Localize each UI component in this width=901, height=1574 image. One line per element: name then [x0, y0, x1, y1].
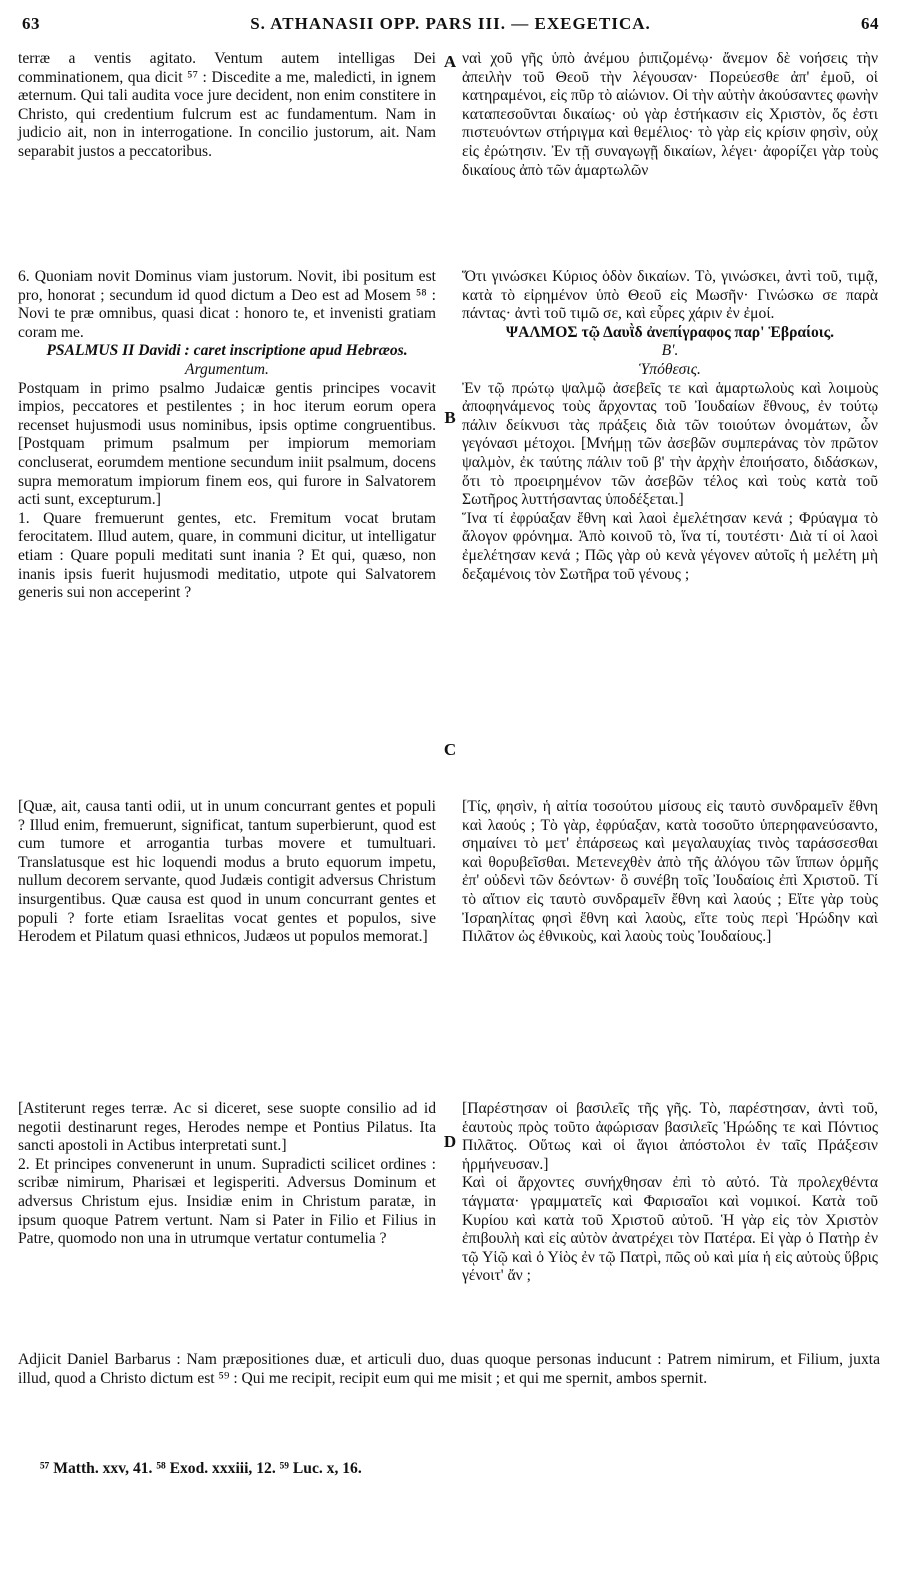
latin-paragraph-6: [Astiterunt reges terræ. Ac si diceret, sese suopte consilio ad id negotii destinarunt reges, Herodes nempe et Pontius Pilatus. Ita sancti apostoli in Actibus interpretati sunt.]: [18, 1100, 436, 1155]
greek-psalm-number: Β'.: [661, 342, 679, 360]
latin-paragraph-2: 6. Quoniam novit Dominus viam justorum. Novit, ibi positum est pro, honorat ; secundum id quod dictum a Deo est ad Mosem ⁵⁸ : Novi te præ omnibus, quasi dicat : honoro te, et invenisti gratiam coram me.: [18, 268, 436, 341]
greek-argument-heading: Ὑπόθεσις.: [639, 360, 701, 378]
greek-verse-6: [462, 268, 878, 584]
greek-column: [462, 50, 878, 180]
latin-column: [18, 50, 436, 162]
margin-marker-d: D: [443, 1132, 457, 1151]
greek-paragraph-5: [Τίς, φησὶν, ἡ αἰτία τοσούτου μίσους εἰς ταυτὸ συνδραμεῖν ἔθνη καὶ λαούς ; Τὸ γὰρ, ἐφρύαξαν, κατὰ τοσοῦτο ὑπερηφανεύσαντο, σημαίνει τὸ μετ' ἐπάρσεως καὶ μεγαλαυχίας τινὸς ταράσσεσθαι καὶ θορυβεῖσθαι. Μετενεχθὲν ἀπὸ τῆς ἀλόγου τῶν ἵππων ὁρμῆς ἐπ' οὐδενὶ τῶν δεόντων· ὃ συνέβη τοῖς Ἰουδαίοις ἐπὶ Χριστοῦ. Τί τὸ αἴτιον εἰς ταυτὸ συνδραμεῖν ἔθνη καὶ λαούς ; Εἴτε γὰρ τοὺς Ἰσραηλίτας φησὶ ἔθνη καὶ λαοὺς, εἴτε τοὺς περὶ Ἡρώδην καὶ Πιλᾶτον ὡς ἐθνικοὺς, καὶ λαοὺς τοὺς Ἰουδαίους.]: [462, 798, 878, 946]
greek-bracket-block: [462, 798, 878, 947]
running-title: S. ATHANASII OPP. PARS III. — EXEGETICA.: [250, 14, 651, 33]
greek-paragraph-1: ναὶ χοῦ γῆς ὑπὸ ἀνέμου ῥιπιζομένῳ· ἄνεμον δὲ νοήσεις τὴν ἀπειλὴν τοῦ Θεοῦ τὴν λέγουσαν· Πορεύεσθε ἀπ' ἐμοῦ, οἱ κατηραμένοι, εἰς πῦρ τὸ αἰώνιον. Οἱ τὴν αὐτὴν ἀκούσαντες φωνὴν καταπεσοῦνται δικαίως· οὐ γὰρ ἑστήκασιν εἰς Χριστὸν, ὅς ἐστι πιστευόντων στήριγμα καὶ θεμέλιος· τὸ γὰρ εἰς κρίσιν φησὶν, οὐχ εἰς ἐρώτησιν. Ἐν τῇ συναγωγῇ δικαίων, λέγει· ἀφορίζει γὰρ τοὺς δικαίους ἀπὸ τῶν ἁμαρτωλῶν: [462, 50, 878, 179]
margin-marker-c: C: [443, 740, 457, 759]
greek-paragraph-7: Καὶ οἱ ἄρχοντες συνήχθησαν ἐπὶ τὸ αὐτό. Τὰ προλεχθέντα τάγματα· γραμματεῖς καὶ Φαρισαῖοι καὶ νομικοί. Κατὰ τοῦ Κυρίου καὶ κατὰ τοῦ Χριστοῦ αὐτοῦ. Ἡ γὰρ εἰς τὸν Χριστὸν ἐπιβουλὴ καὶ εἰς αὐτὸν ἀνατρέχει τὸν Πατέρα. Εἰ γὰρ ὁ Πατὴρ ἐν τῷ Υἱῷ καὶ ὁ Υἱὸς ἐν τῷ Πατρὶ, πῶς οὐ καὶ μία ἡ εἰς αὐτοὺς ὕβρις γένοιτ' ἄν ;: [462, 1174, 878, 1285]
greek-psalm-title: ΨΑΛΜΟΣ τῷ Δαυῒδ ἀνεπίγραφος παρ' Ἑβραίοις.: [505, 323, 835, 341]
closing-paragraph: Adjicit Daniel Barbarus : Nam præpositiones duæ, et articuli duo, duas quoque personas inducunt : Patrem nimirum, et Filium, juxta illud, quod a Christo dictum est ⁵⁹ : Qui me recipit, recipit eum qui me misit ; et qui me spernit, ambos spernit.: [18, 1351, 880, 1387]
latin-verse-6: [18, 268, 436, 603]
latin-psalm-title: PSALMUS II Davidi : caret inscriptione apud Hebræos.: [46, 342, 408, 360]
page-number-right: 64: [860, 14, 879, 33]
footnotes: ⁵⁷ Matth. xxv, 41. ⁵⁸ Exod. xxxiii, 12. ⁵⁹ Luc. x, 16.: [40, 1460, 362, 1477]
margin-marker-a: A: [443, 52, 457, 71]
margin-marker-b: B: [444, 408, 456, 427]
latin-paragraph-3: Postquam in primo psalmo Judaicæ gentis principes vocavit impios, peccatores et pestilentes ; in hoc iterum eorum opera recenset hujusmodi usus nominibus, ipsis optime congruentibus. [Postquam primum psalmum per impiorum memoriam concluserat, eorumdem mentione secundum iniit psalmum, docens supra memoratum impiorum finem eos, qui furore in Salvatorem acti sunt, excepturum.]: [18, 379, 436, 509]
latin-paragraph-7: 2. Et principes convenerunt in unum. Supradicti scilicet ordines : scribæ nimirum, Pharisæi et legisperiti. Adversus Dominum et adversus Christum ejus. Insidiæ enim in Christum paratæ, in ipsum quoque Patrem vertunt. Nam si Pater in Filio et Filius in Patre, quomodo non una in utrumque vertatur contumelia ?: [18, 1155, 436, 1248]
latin-paragraph-4: 1. Quare fremuerunt gentes, etc. Fremitum vocat brutam ferocitatem. Illud autem, quare, in communi dicitur, ut intelligatur etiam : Quare populi meditati sunt inania ? Et qui, quæso, non inanis ipsis fuerit hujusmodi meditatio, utpote qui Salvatorem generis sui non acceperint ?: [18, 509, 436, 602]
latin-argument-heading: Argumentum.: [185, 360, 269, 378]
greek-paragraph-4: Ἵνα τί ἐφρύαξαν ἔθνη καὶ λαοὶ ἐμελέτησαν κενά ; Φρύαγμα τὸ ἄλογον φρόνημα. Ἀπὸ κοινοῦ τὸ, ἵνα τί, τουτέστι· Διὰ τί οἱ λαοὶ ἐμελέτησαν κενά ; Πῶς γὰρ οὐ κενὰ γέγονεν αὐτοῖς ἡ μελέτη μὴ δεξαμένοις τὸν Σωτῆρα τοῦ γένους ;: [462, 509, 878, 583]
running-header: [22, 14, 879, 42]
greek-verse-block: [462, 1100, 878, 1286]
latin-paragraph-5: [Quæ, ait, causa tanti odii, ut in unum concurrant gentes et populi ? Illud enim, fremuerunt, significat, tantum superbierunt, quod est cum tumore et arrogantia turbas movere et tumultuari. Translatusque est hic loquendi modus a bruto equorum impetu, nullum decorem servante, quod Judæis contigit adversus Christum insurgentibus. Quæ causa est quod in unum concurrant gentes et populi ? forte etiam Israelitas vocat gentes et populos, sive Herodem et Pilatum quasi ethnicos, Judæos ut populos memorat.]: [18, 798, 436, 946]
greek-paragraph-6: [Παρέστησαν οἱ βασιλεῖς τῆς γῆς. Τὸ, παρέστησαν, ἀντὶ τοῦ, ἑαυτοὺς πρὸς τοῦτο ἀφώρισαν βασιλεῖς Ἡρώδης τε καὶ Πόντιος Πιλᾶτος. Οὕτως καὶ οἱ ἅγιοι ἀπόστολοι ἐν ταῖς Πράξεσιν ἡρμήνευσαν.]: [462, 1100, 878, 1173]
latin-paragraph-1: terræ a ventis agitato. Ventum autem intelligas Dei comminationem, qua dicit ⁵⁷ : Discedite a me, maledicti, in ignem æternum. Qui tali audita voce jure decident, non enim constitere in Christo, qui credentium fulcrum est ac fundamentum. Nam in judicio ait, non in interrogatione. In concilio justorum, ait. Nam separabit justos a peccatoribus.: [18, 50, 436, 160]
greek-paragraph-2: Ὅτι γινώσκει Κύριος ὁδὸν δικαίων. Τὸ, γινώσκει, ἀντὶ τοῦ, τιμᾷ, κατὰ τὸ εἰρημένον ὑπὸ Θεοῦ εἰς Μωσῆν· Γινώσκω σε παρὰ πάντας· ἀντὶ τοῦ τιμῶ σε, καὶ εὗρες χάριν ἐν ἐμοί.: [462, 268, 878, 323]
latin-verse-block: [18, 1100, 436, 1249]
latin-bracket-block: [18, 798, 436, 947]
greek-paragraph-3: Ἐν τῷ πρώτῳ ψαλμῷ ἀσεβεῖς τε καὶ ἁμαρτωλοὺς καὶ λοιμοὺς ἀποφηνάμενος τοὺς ἄρχοντας τοῦ Ἰουδαίων ἔθνους, ἐν τούτῳ πάλιν δείκνυσι τὰς πράξεις διὰ τῶν τοιούτων ὀνομάτων, ὧν γεγόνασι μέτοχοι. [Μνήμῃ τῶν ἀσεβῶν συμπεράνας τὸν πρῶτον ψαλμὸν, ἐκ ταύτης πάλιν τοῦ β' τὴν ἀρχὴν ἐποιήσατο, διδάσκων, ὅτι τὸ προειρημένον τῶν ἀσεβῶν τέλος καὶ τοὺς κατὰ τοῦ Σωτῆρος λυττήσαντας ὑποδέξεται.]: [462, 379, 878, 509]
page-number-left: 63: [22, 14, 40, 33]
